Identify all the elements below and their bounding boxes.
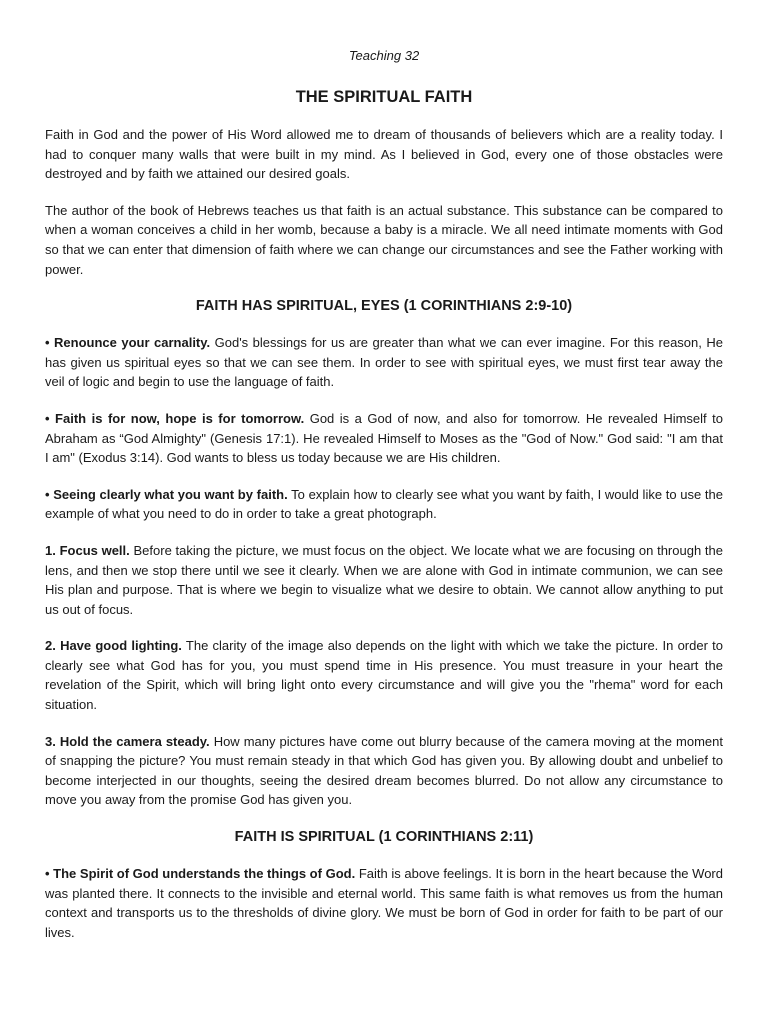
item-text: How many pictures have come out blurry because of the camera moving at the moment of snapping the picture? You must remain steady in that which God has given you. By allowing doubt and unbelief to become interjected in our thoughts, seeing the desired dream becomes blurred. Do not allow any circumstance to move you away from the promise God has given you. — [45, 733, 723, 808]
item-text: God is a God of now, and also for tomorrow. He revealed Himself to Abraham as “God Almighty" (Genesis 17:1). He revealed Himself to Moses as the "God of Now." God said: "I am that I am" (Exodus 3:14). God wants to bless us today because we are His children. — [45, 410, 723, 466]
list-item — [45, 732, 723, 810]
item-lead: 2. Have good lighting. — [45, 638, 182, 654]
item-lead: 1. Focus well. — [45, 542, 130, 558]
list-item — [45, 864, 723, 942]
item-text: God's blessings for us are greater than what we can ever imagine. For this reason, He has given us spiritual eyes so that we can see them. In order to see with spiritual eyes, we must first tear away the veil of logic and begin to use the language of faith. — [45, 335, 723, 390]
section-heading: FAITH HAS SPIRITUAL, EYES (1 CORINTHIANS 2:9-10) — [195, 298, 573, 315]
item-lead: • Renounce your carnality. — [45, 335, 211, 351]
item-lead: • Faith is for now, hope is for tomorrow. — [45, 410, 305, 426]
list-item — [45, 333, 723, 392]
list-item — [45, 541, 723, 619]
intro-paragraph: The author of the book of Hebrews teaches us that faith is an actual substance. This substance can be compared to when a woman conceives a child in her womb, because a baby is a miracle. We all need intimate moments with God so that we can enter that dimension of faith where we can change our circumstances and see the Father working with power. — [45, 202, 723, 277]
page-header: Teaching 32 — [348, 48, 420, 63]
list-item — [45, 485, 723, 524]
list-item — [45, 409, 723, 468]
section-heading: FAITH IS SPIRITUAL (1 CORINTHIANS 2:11) — [234, 829, 534, 846]
item-lead: • The Spirit of God understands the things of God. — [45, 866, 356, 882]
list-item — [45, 636, 723, 714]
item-text: Faith is above feelings. It is born in the heart because the Word was planted there. It connects to the invisible and eternal world. This same faith is what removes us from the human context and transports us to the thresholds of divine glory. We must be born of God in order for faith to be part of our lives. — [45, 866, 723, 940]
item-text: The clarity of the image also depends on the light with which we take the picture. In order to clearly see what God has for you, you must spend time in His presence. You must treasure in your heart the revelation of the Spirit, which will bring light onto every circumstance and will give you the "rhema" word for each situation. — [45, 638, 723, 713]
item-text: To explain how to clearly see what you want by faith, I would like to use the example of what you need to do in order to take a great photograph. — [45, 486, 723, 522]
item-lead: 3. Hold the camera steady. — [45, 733, 210, 749]
page-title: THE SPIRITUAL FAITH — [295, 88, 473, 106]
intro-paragraph: Faith in God and the power of His Word allowed me to dream of thousands of believers which are a reality today. I had to conquer many walls that were built in my mind. As I believed in God, every one of those obstacles were destroyed and by faith we attained our desired goals. — [45, 127, 723, 182]
item-lead: • Seeing clearly what you want by faith. — [45, 486, 288, 502]
item-text: Before taking the picture, we must focus on the object. We locate what we are focusing on through the lens, and then we stop there until we see it clearly. When we are alone with God in intimate communion, we can see His plan and purpose. That is where we begin to visualize what we desire to obtain. We cannot allow anything to put us out of focus. — [45, 542, 723, 617]
